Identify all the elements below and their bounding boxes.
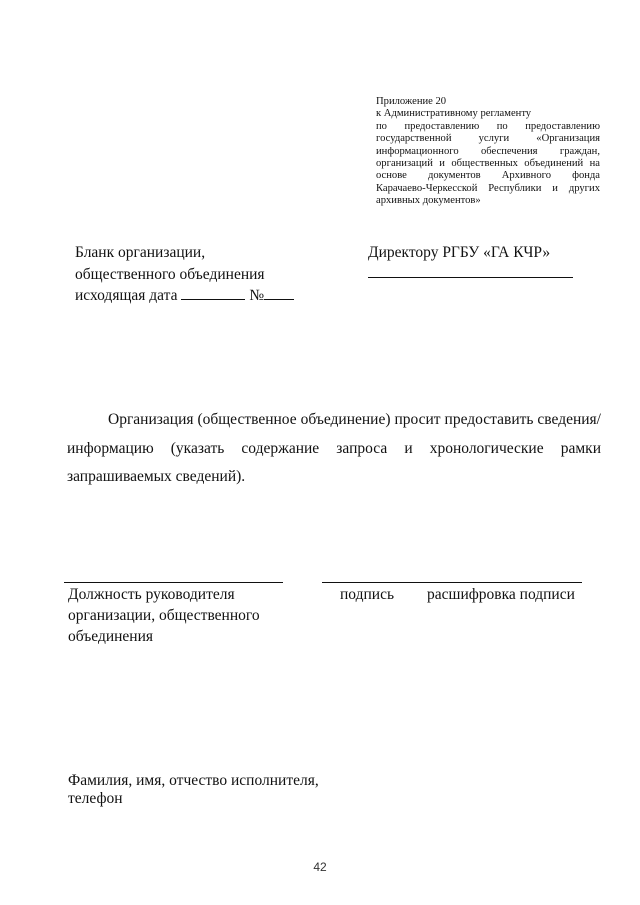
- signature-caption: подпись: [340, 586, 395, 603]
- date-blank-line: [181, 298, 245, 300]
- appendix-line: архивных документов»: [376, 195, 481, 207]
- position-line: объединения: [68, 628, 154, 645]
- letterhead-association: общественного объединения: [75, 265, 265, 283]
- position-line: организации, общественного: [68, 607, 260, 624]
- appendix-header: [376, 96, 600, 208]
- manager-position-label: [68, 584, 260, 647]
- appendix-line: организаций и общественных объединений на: [376, 158, 600, 170]
- appendix-line: информационного обеспечения граждан,: [376, 145, 600, 157]
- number-label: №: [249, 287, 265, 304]
- position-signature-line: [64, 582, 283, 583]
- executor-label: [68, 772, 319, 808]
- appendix-line: по предоставлению по предоставлению: [376, 120, 600, 132]
- addressee-underline: [368, 277, 573, 278]
- appendix-line: основе документов Архивного фонда: [376, 170, 600, 182]
- signature-decode-caption: расшифровка подписи: [427, 586, 575, 603]
- appendix-line: Приложение 20: [376, 96, 447, 107]
- letterhead-org: Бланк организации,: [75, 244, 206, 261]
- number-blank-line: [264, 298, 294, 300]
- appendix-line: Карачаево-Черкесской Республики и других: [376, 182, 600, 194]
- executor-line: телефон: [68, 790, 123, 807]
- position-line: Должность руководителя: [68, 586, 235, 603]
- appendix-line: к Административному регламенту: [376, 108, 532, 120]
- outgoing-date-label: исходящая дата: [75, 287, 178, 304]
- executor-line: Фамилия, имя, отчество исполнителя,: [68, 772, 319, 789]
- signature-line: [322, 582, 582, 583]
- outgoing-date-row: [75, 285, 294, 307]
- letterhead-block: [75, 242, 294, 307]
- appendix-line: государственной услуги «Организация: [376, 133, 600, 145]
- addressee-title: Директору РГБУ «ГА КЧР»: [368, 244, 551, 261]
- request-paragraph: Организация (общественное объединение) просит предоставить сведения/информацию (указать содержание запроса и хронологические рамки запрашиваемых сведений).: [67, 411, 601, 485]
- page-number: 42: [313, 860, 327, 874]
